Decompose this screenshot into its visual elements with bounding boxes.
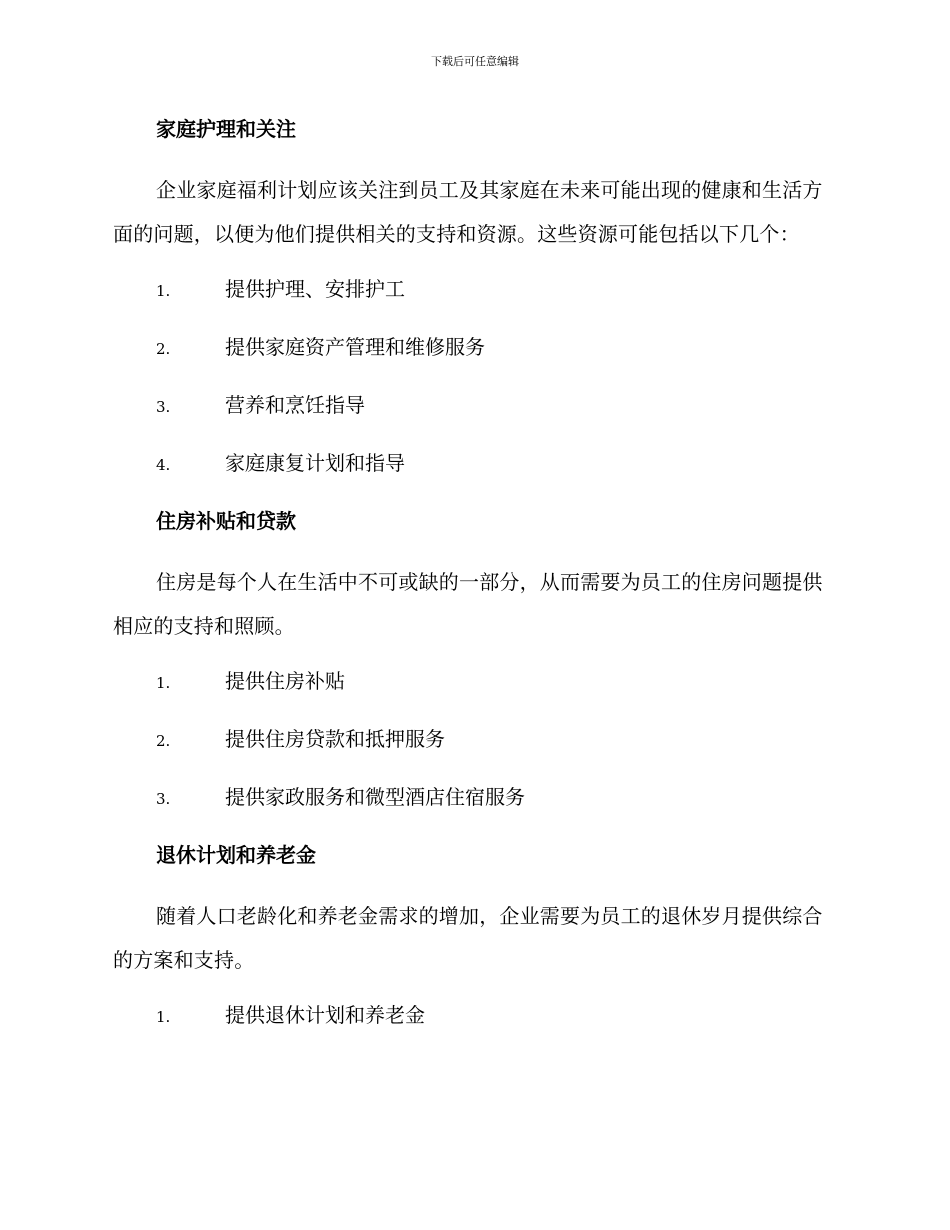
list-text: 提供住房贷款和抵押服务	[225, 727, 445, 751]
section-paragraph: 住房是每个人在生活中不可或缺的一部分，从而需要为员工的住房问题提供相应的支持和照顾。	[113, 570, 823, 638]
list-item	[113, 386, 838, 424]
list-number: 3.	[156, 790, 171, 808]
list-text: 提供护理、安排护工	[225, 277, 405, 301]
list-item	[113, 778, 838, 816]
list-number: 1.	[156, 282, 171, 300]
list-number: 4.	[156, 456, 171, 474]
section-heading: 住房补贴和贷款	[156, 509, 296, 533]
list-item	[113, 444, 838, 482]
list-item	[113, 662, 838, 700]
list-number: 1.	[156, 1008, 171, 1026]
list-text: 家庭康复计划和指导	[225, 451, 405, 475]
numbered-list	[113, 270, 838, 482]
section-paragraph: 企业家庭福利计划应该关注到员工及其家庭在未来可能出现的健康和生活方面的问题，以便为他们提供相关的支持和资源。这些资源可能包括以下几个：	[113, 178, 823, 246]
list-text: 提供退休计划和养老金	[225, 1003, 425, 1027]
section-home-care	[113, 110, 838, 482]
list-text: 营养和烹饪指导	[225, 393, 365, 417]
section-retirement	[113, 836, 838, 1034]
list-item	[113, 996, 838, 1034]
list-item	[113, 328, 838, 366]
section-heading: 家庭护理和关注	[156, 117, 296, 141]
list-text: 提供家庭资产管理和维修服务	[225, 335, 485, 359]
document-body	[113, 110, 838, 1054]
numbered-list	[113, 996, 838, 1034]
page-header: 下载后可任意编辑	[431, 55, 519, 68]
section-paragraph: 随着人口老龄化和养老金需求的增加，企业需要为员工的退休岁月提供综合的方案和支持。	[113, 904, 823, 972]
section-heading: 退休计划和养老金	[156, 843, 316, 867]
numbered-list	[113, 662, 838, 816]
list-number: 2.	[156, 340, 171, 358]
list-number: 3.	[156, 398, 171, 416]
list-text: 提供家政服务和微型酒店住宿服务	[225, 785, 525, 809]
list-number: 2.	[156, 732, 171, 750]
list-text: 提供住房补贴	[225, 669, 345, 693]
list-number: 1.	[156, 674, 171, 692]
list-item	[113, 720, 838, 758]
section-housing	[113, 502, 838, 816]
list-item	[113, 270, 838, 308]
